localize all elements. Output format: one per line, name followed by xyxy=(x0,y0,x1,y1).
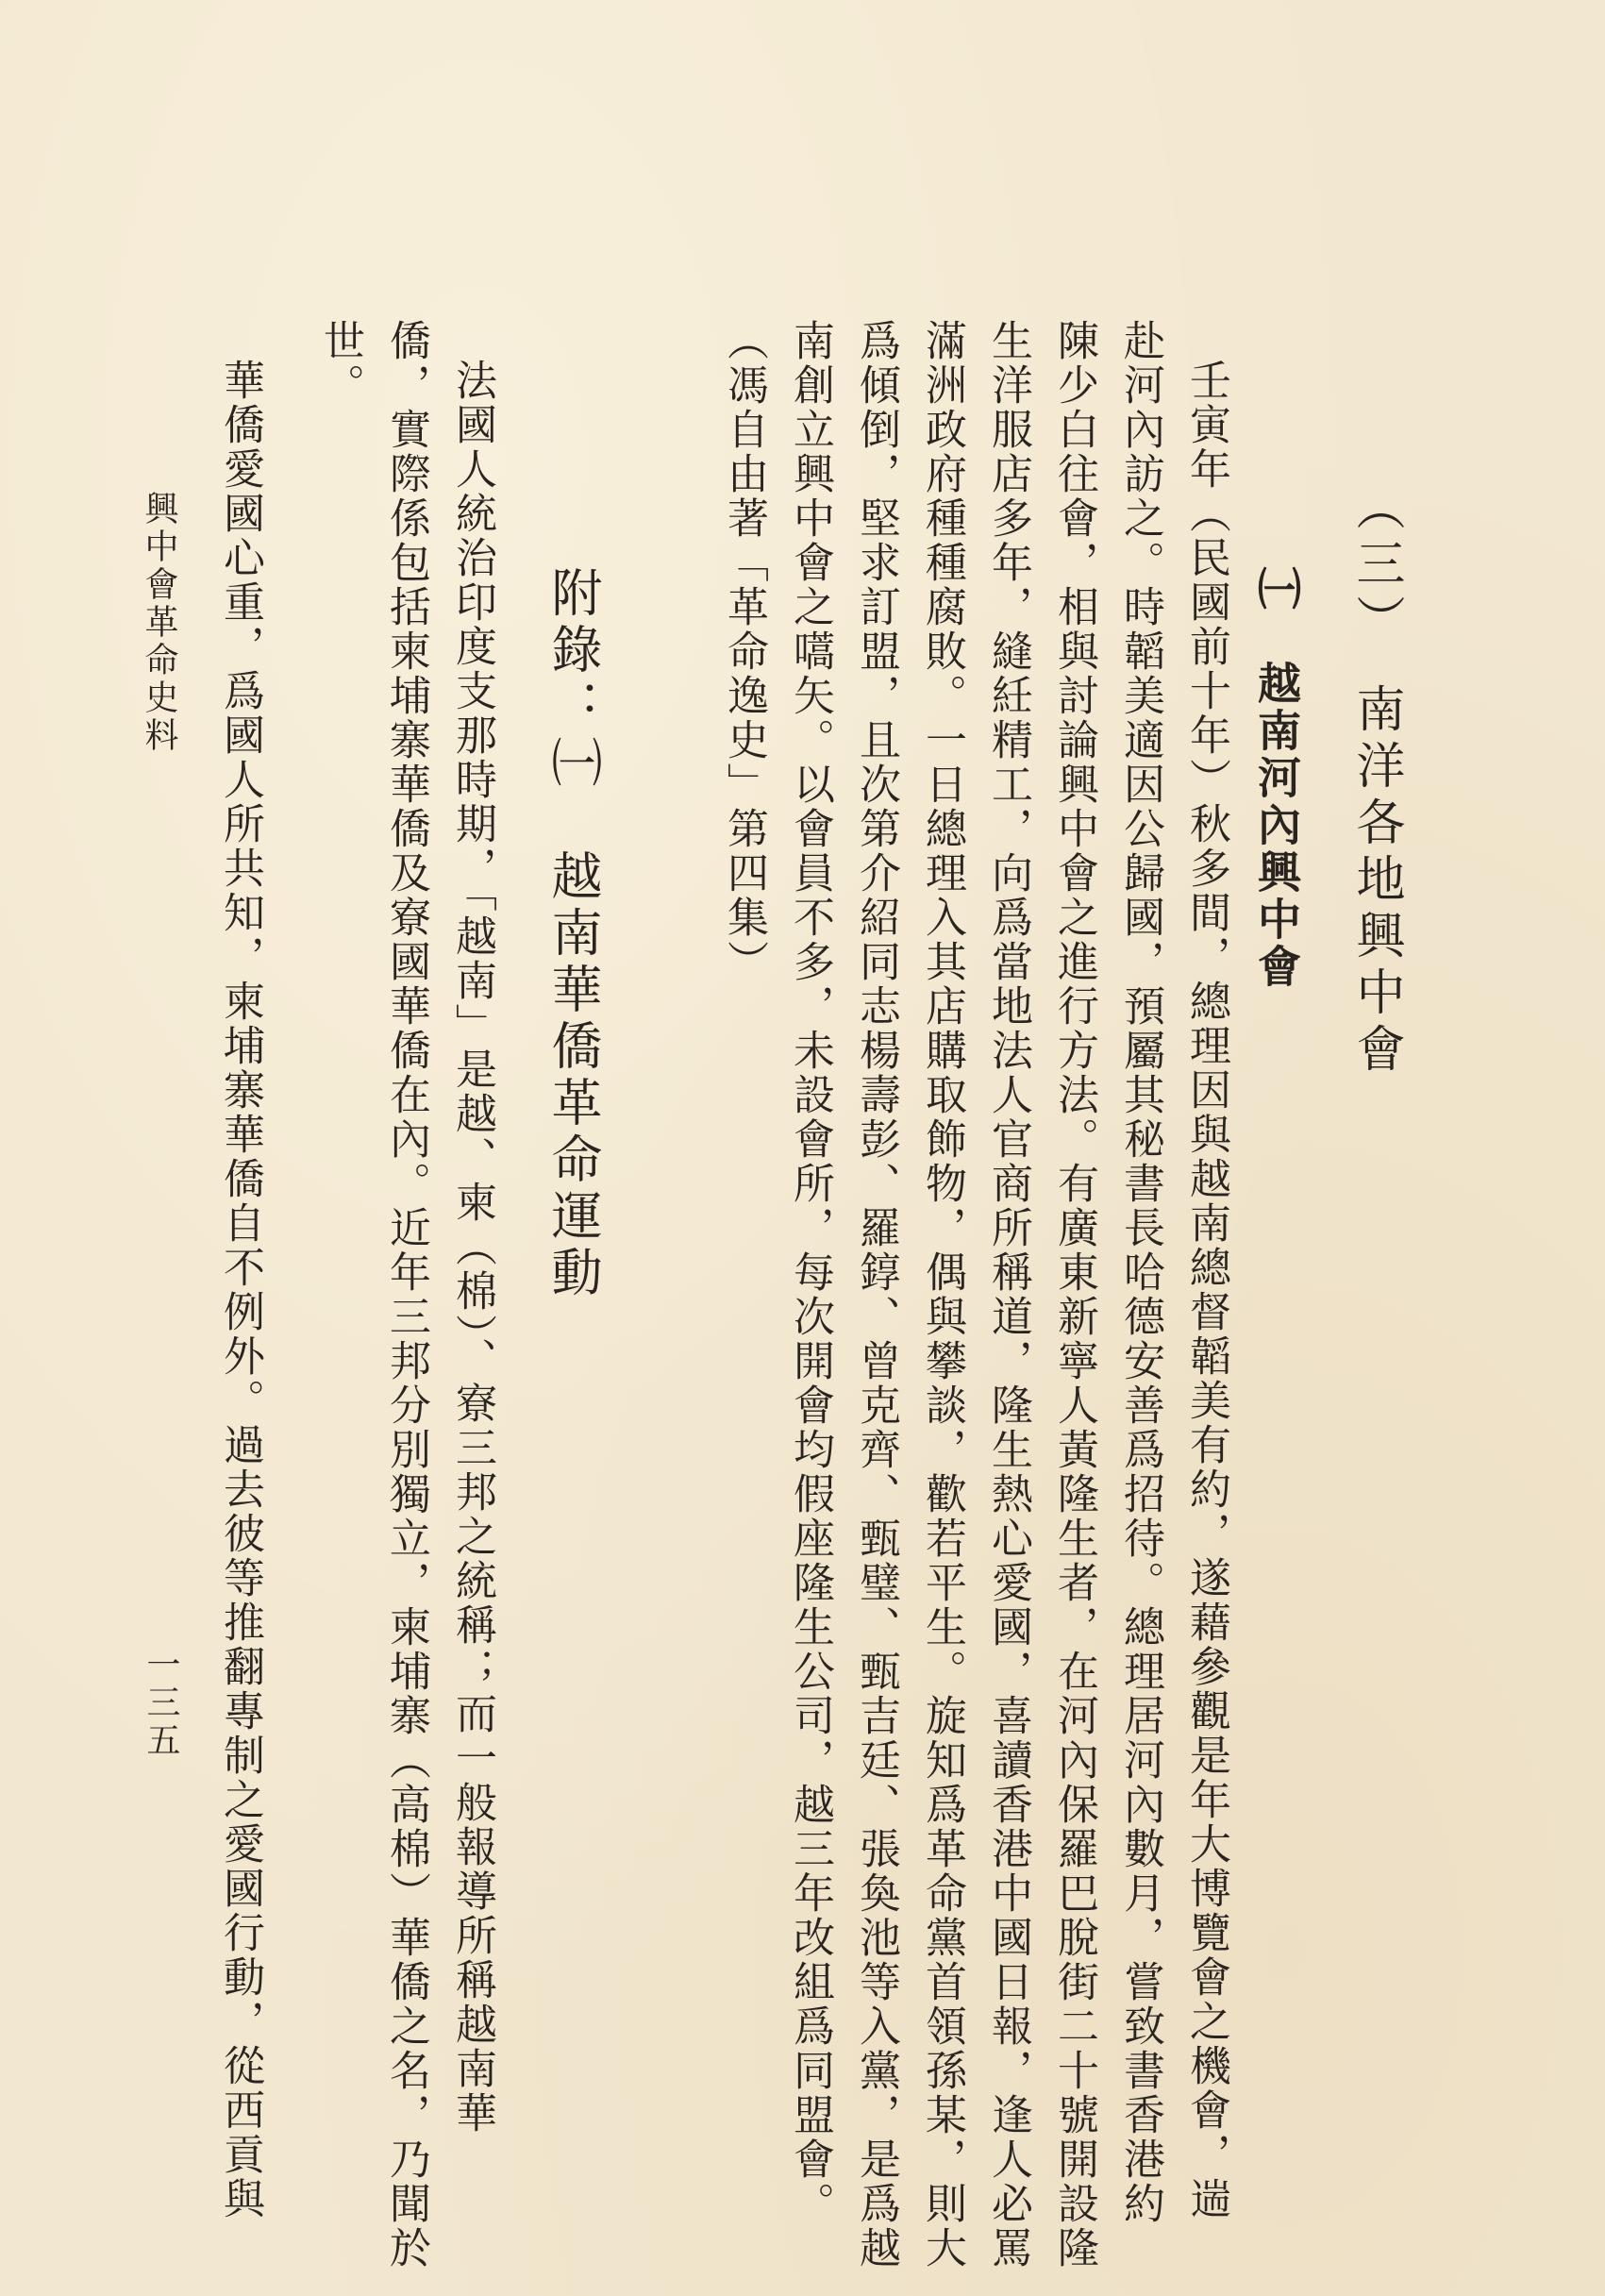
appendix-paragraph-line: 僑，實際係包括柬埔寨華僑及寮國華僑在內。近年三邦分別獨立，柬埔寨（高棉）華僑之名，乃聞於 xyxy=(382,319,430,2271)
section-heading: （三） 南洋各地興中會 xyxy=(1347,481,1404,1080)
paragraph-line: 陳少白往會，相與討論興中會之進行方法。有廣東新寧人黃隆生者，在河內保羅巴脫街二十號開設隆 xyxy=(1050,319,1098,2271)
paragraph-line: 滿洲政府種種腐敗。一日總理入其店購取飾物，偶與攀談，歡若平生。旋知爲革命黨首領孫某，則大 xyxy=(918,319,966,2271)
paragraph-line: 赴河內訪之。時韜美適因公歸國，預屬其秘書長哈德安善爲招待。總理居河內數月，嘗致書香港約 xyxy=(1116,319,1164,2226)
appendix-paragraph-line: 法國人統治印度支那時期，「越南」是越、柬（棉）、寮三邦之統稱；而一般報導所稱越南華 xyxy=(448,359,496,2136)
paragraph-line: 爲傾倒，堅求訂盟，且次第介紹同志楊壽彭、羅錞、曾克齊、甄璧、甄吉廷、張奐池等入黨，是爲越 xyxy=(852,319,900,2271)
page-number: 一三五 xyxy=(142,1647,180,1760)
paragraph-line: 生洋服店多年，縫紝精工，向爲當地法人官商所稱道，隆生熱心愛國，喜讀香港中國日報，逢人必罵 xyxy=(984,319,1032,2271)
paragraph-line: 南創立興中會之嚆矢。以會員不多，未設會所，每次開會均假座隆生公司，越三年改組爲同盟會。 xyxy=(786,319,834,2226)
paragraph-line: 壬寅年（民國前十年）秋多間，總理因與越南總督韜美有約，遂藉參觀是年大博覽會之機會，遄 xyxy=(1182,359,1230,2221)
appendix-paragraph-line: 世。 xyxy=(316,319,364,408)
subsection-heading: ㈠ 越南河內興中會 xyxy=(1251,566,1302,991)
citation: （馮自由著「革命逸史」第四集） xyxy=(720,319,768,984)
appendix-paragraph-line: 華僑愛國心重，爲國人所共知，柬埔寨華僑自不例外。過去彼等推翻專制之愛國行動，從西貢與 xyxy=(216,359,264,2221)
appendix-heading: 附錄：㈠ 越南華僑革命運動 xyxy=(543,566,603,1302)
running-title: 興中會革命史料 xyxy=(140,491,178,755)
